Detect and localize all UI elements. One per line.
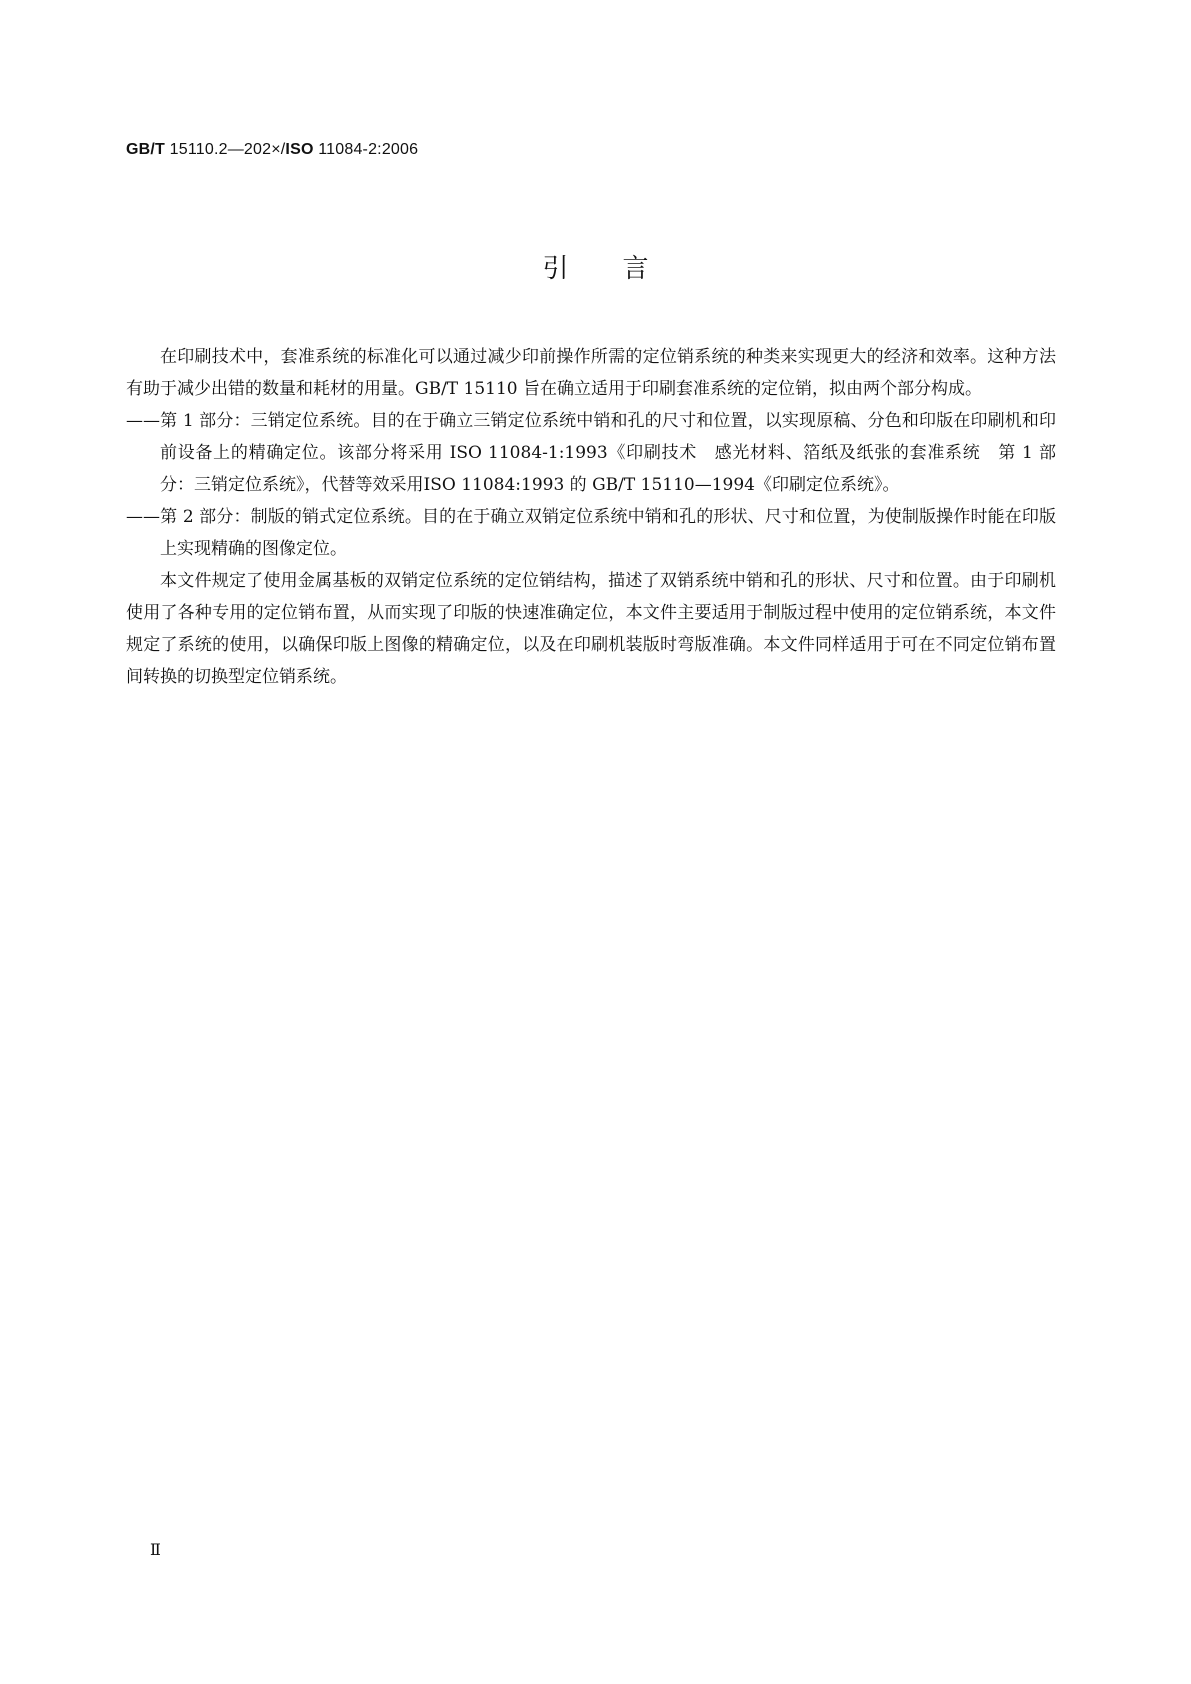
list-item-part-2-text: 第 2 部分：制版的销式定位系统。目的在于确立双销定位系统中销和孔的形状、尺寸和位置，为使制版操作时能在印版上实现精确的图像定位。: [160, 507, 1056, 559]
page-number: Ⅱ: [150, 1540, 161, 1559]
introduction-body: [126, 341, 1056, 693]
list-item-part-2: [126, 501, 1056, 565]
page-title: 引言: [542, 254, 703, 284]
intro-paragraph-1: 在印刷技术中，套准系统的标准化可以通过减少印前操作所需的定位销系统的种类来实现更大的经济和效率。这种方法有助于减少出错的数量和耗材的用量。GB/T 15110 旨在确立适用于印刷套准系统的定位销，拟由两个部分构成。: [126, 347, 1056, 399]
code-number: 15110.2—202×/: [165, 141, 286, 158]
list-item-part-1: [126, 405, 1056, 501]
code-prefix: GB/T: [126, 141, 166, 158]
list-dash: ——: [126, 507, 160, 527]
list-dash: ——: [126, 411, 160, 431]
list-item-part-1-text: 第 1 部分：三销定位系统。目的在于确立三销定位系统中销和孔的尺寸和位置，以实现原稿、分色和印版在印刷机和印前设备上的精确定位。该部分将采用 ISO 11084-1:1993《印刷技术 感光材料、箔纸及纸张的套准系统 第 1 部分：三销定位系统》，代替等效采用ISO 11084:1993 的 GB/T 15110—1994《印刷定位系统》。: [160, 411, 1056, 495]
iso-number: 11084-2:2006: [313, 141, 419, 158]
intro-paragraph-2: 本文件规定了使用金属基板的双销定位系统的定位销结构，描述了双销系统中销和孔的形状、尺寸和位置。由于印刷机使用了各种专用的定位销布置，从而实现了印版的快速准确定位，本文件主要适用于制版过程中使用的定位销系统，本文件规定了系统的使用，以确保印版上图像的精确定位，以及在印刷机装版时弯版准确。本文件同样适用于可在不同定位销布置间转换的切换型定位销系统。: [126, 571, 1056, 687]
standard-code-header: [126, 141, 418, 159]
iso-prefix: ISO: [285, 141, 314, 158]
